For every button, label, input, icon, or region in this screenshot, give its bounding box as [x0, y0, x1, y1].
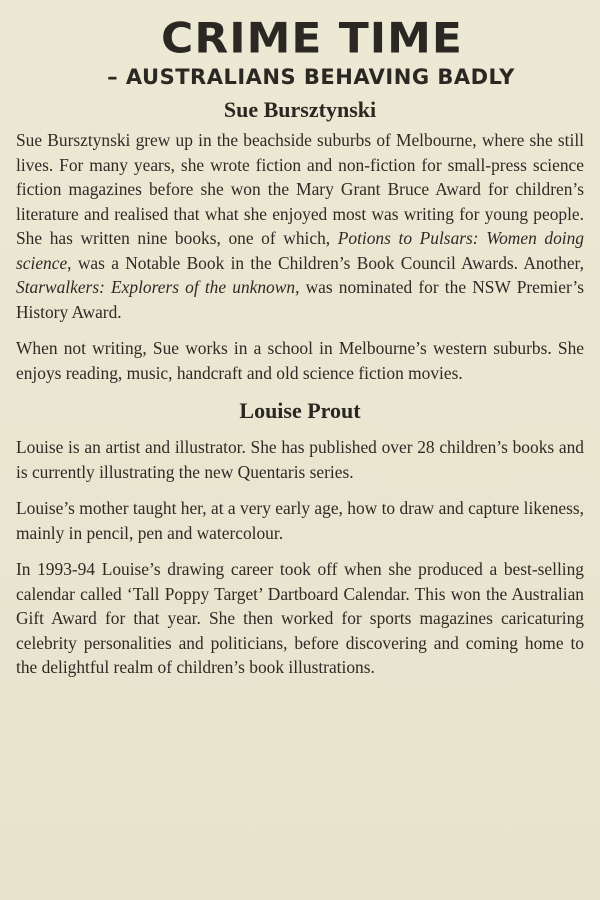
bio-paragraph: When not writing, Sue works in a school in Melbourne’s western suburbs. She enjoys reading, music, handcraft and old science fiction movies. — [16, 338, 584, 383]
bio-text: , was a Notable Book in the Children’s Book Council Awards. Another, — [67, 252, 584, 273]
bio-paragraph — [16, 128, 584, 324]
bio-paragraph: Louise is an artist and illustrator. She has published over 28 children’s books and is currently illustrating the new Quentaris series. — [16, 437, 584, 482]
book-title-italic: Potions to Pulsars: Women doing science — [16, 228, 584, 273]
book-title: CRIME TIME — [161, 14, 463, 63]
bio-paragraph: In 1993-94 Louise’s drawing career took off when she produced a best-selling calendar called ‘Tall Poppy Target’ Dartboard Calendar. This won the Australian Gift Award for that year. She then worked for sports magazines caricaturing celebrity personalities and politicians, before discovering and coming home to the delightful realm of children’s book illustrations. — [16, 559, 584, 677]
author-heading-sue: Sue Bursztynski — [223, 97, 377, 122]
book-title-italic: Starwalkers: Explorers of the unknown — [16, 277, 296, 297]
bio-text: , was nominated for the NSW Premier’s History Award. — [16, 277, 585, 322]
book-subtitle: – AUSTRALIANS BEHAVING BADLY — [107, 65, 515, 89]
bio-paragraph: Louise’s mother taught her, at a very early age, how to draw and capture likeness, mainly in pencil, pen and watercolour. — [16, 498, 584, 543]
bio-text: Sue Bursztynski grew up in the beachside suburbs of Melbourne, where she still lives. For many years, she wrote fiction and non-fiction for small-press science fiction magazines before she won the Mary Grant Bruce Award for children’s literature and realised that what she enjoyed most was writing for young people. She has written nine books, one of which, — [16, 130, 584, 248]
author-heading-louise: Louise Prout — [239, 398, 361, 423]
